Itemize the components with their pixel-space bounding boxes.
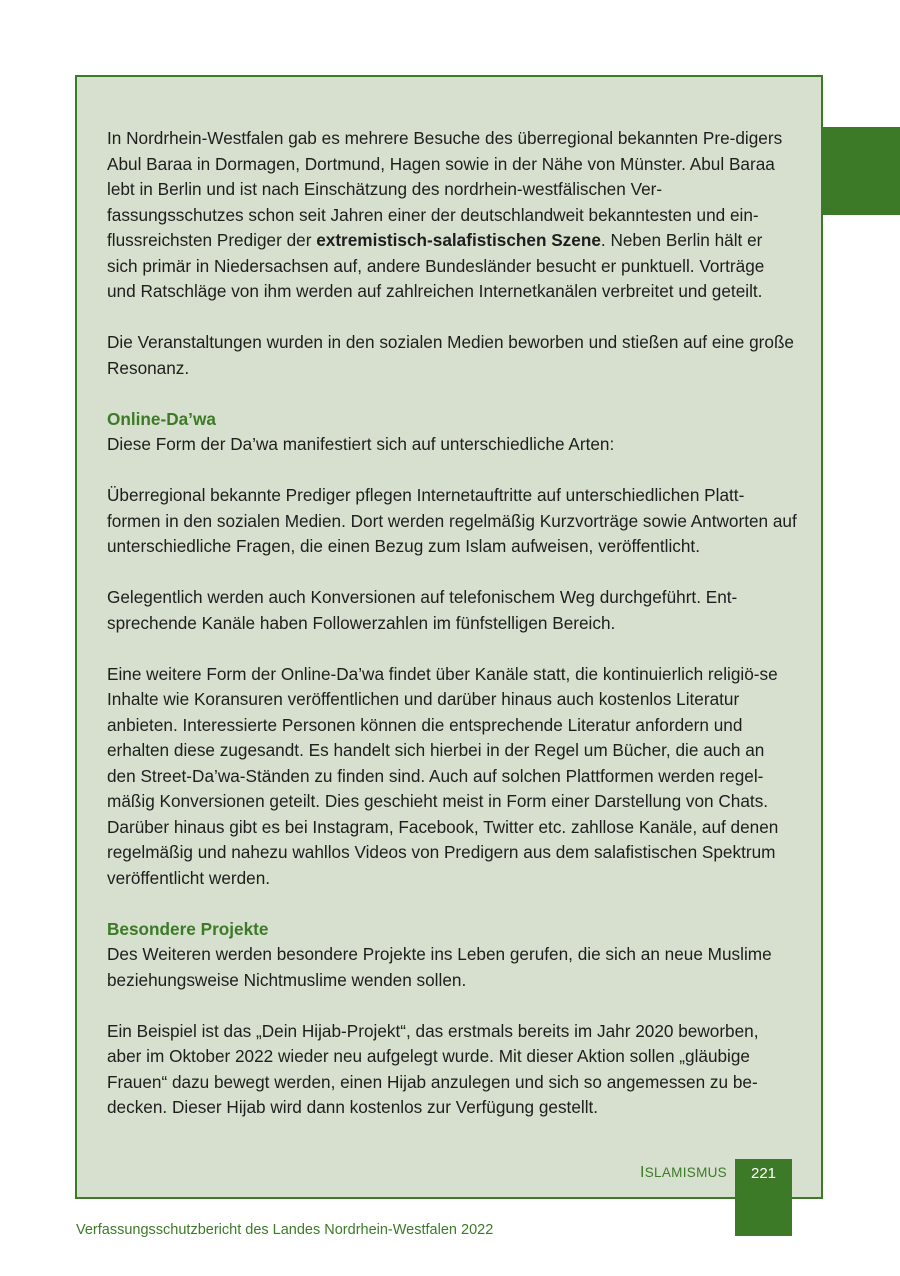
- paragraph-hijab-project: Ein Beispiel ist das „Dein Hijab-Projekt“, das erstmals bereits im Jahr 2020 beworben, aber im Oktober 2022 wieder neu aufgelegt wurde. Mit dieser Aktion sollen „gläubige Frauen“ dazu bewegt werden, einen Hijab anzulegen und sich so angemessen zu be-decken. Dieser Hijab wird dann kostenlos zur Verfügung gestellt.: [107, 1020, 759, 1117]
- report-title: Verfassungsschutzbericht des Landes Nordrhein-Westfalen 2022: [76, 1222, 494, 1238]
- footer-section-initial: I: [640, 1164, 645, 1181]
- page-number: 221: [750, 1165, 777, 1182]
- footer-section-label: [640, 1164, 727, 1182]
- section-online-dawa: [107, 407, 797, 458]
- paragraph-abul-baraa: [107, 126, 797, 305]
- heading-special-projects: Besondere Projekte: [107, 918, 269, 939]
- paragraph-abul-baraa-part1: In Nordrhein-Westfalen gab es mehrere Besuche des überregional bekannten Pre-digers Abul Baraa in Dormagen, Dortmund, Hagen sowie in der Nähe von Münster. Abul Baraa lebt in Berlin und ist nach Einschätzung des nordrhein-westfälischen Ver-fassungsschutzes schon seit Jahren einer der deutschlandweit bekanntesten und ein-flussreichsten Prediger der: [107, 128, 783, 250]
- term-extremist-salafist-scene: extremistisch-salafistischen Szene: [316, 230, 601, 250]
- footer-section-rest: SLAMISMUS: [644, 1165, 727, 1180]
- chapter-side-tab: [823, 127, 900, 215]
- section-special-projects: [107, 917, 797, 994]
- paragraph-special-projects-intro: Des Weiteren werden besondere Projekte ins Leben gerufen, die sich an neue Muslime beziehungsweise Nichtmuslime wenden sollen.: [107, 944, 772, 990]
- paragraph-preachers-platforms: Überregional bekannte Prediger pflegen Internetauftritte auf unterschiedlichen Platt-formen in den sozialen Medien. Dort werden regelmäßig Kurzvorträge sowie Antworten auf unterschiedliche Fragen, die einen Bezug zum Islam aufweisen, veröffentlicht.: [107, 485, 797, 556]
- paragraph-conversions-phone: Gelegentlich werden auch Konversionen auf telefonischem Weg durchgeführt. Ent-sprechende Kanäle haben Followerzahlen im fünfstelligen Bereich.: [107, 587, 738, 633]
- heading-online-dawa: Online-Da’wa: [107, 408, 216, 429]
- paragraph-online-dawa-channels: Eine weitere Form der Online-Da’wa findet über Kanäle statt, die kontinuierlich religiö-se Inhalte wie Koransuren veröffentlichen und darüber hinaus auch kostenlos Literatur anbieten. Interessierte Personen können die entsprechende Literatur anfordern und erhalten diese zugesandt. Es handelt sich hierbei in der Regel um Bücher, die auch an den Street-Da’wa-Ständen zu finden sind. Auch auf solchen Plattformen werden regel-mäßig Konversionen geteilt. Dies geschieht meist in Form einer Darstellung von Chats. Darüber hinaus gibt es bei Instagram, Facebook, Twitter etc. zahllose Kanäle, auf denen regelmäßig und nahezu wahllos Videos von Predigern aus dem salafistischen Spektrum veröffentlicht werden.: [107, 663, 779, 888]
- paragraph-abul-baraa-part2: . Neben Berlin hält er sich primär in Niedersachsen auf, andere Bundesländer besucht er punktuell. Vorträge und Ratschläge von ihm werden auf zahlreichen Internetkanälen verbreitet und geteilt.: [107, 230, 765, 301]
- paragraph-online-dawa-intro: Diese Form der Da’wa manifestiert sich auf unterschiedliche Arten:: [107, 434, 615, 454]
- paragraph-events: Die Veranstaltungen wurden in den sozialen Medien beworben und stießen auf eine große Resonanz.: [107, 332, 794, 378]
- body-text: [107, 126, 797, 1146]
